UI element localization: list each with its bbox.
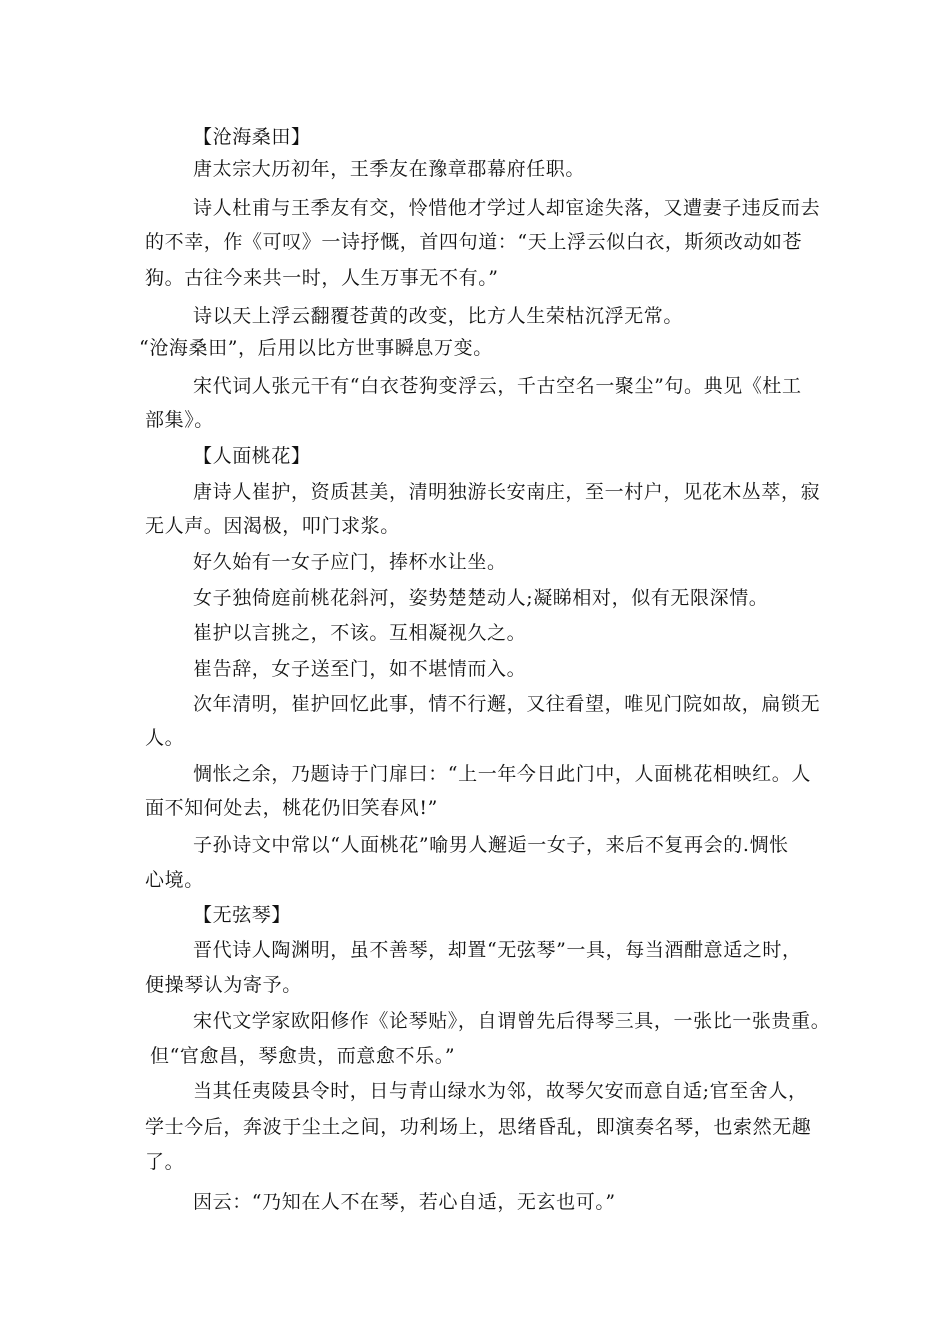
paragraph-line: 学士今后，奔波于尘土之间，功利场上，思绪昏乱，即演奏名琴，也索然无趣 (145, 1116, 812, 1138)
paragraph-line: 但“官愈昌，琴愈贵，而意愈不乐。” (150, 1045, 456, 1067)
paragraph-line: 诗人杜甫与王季友有交，怜惜他才学过人却宦途失落，又遭妻子违反而去 (193, 197, 821, 219)
paragraph-line: 的不幸，作《可叹》一诗抒慨，首四句道：“天上浮云似白衣，斯须改动如苍 (145, 231, 803, 253)
paragraph-line: 好久始有一女子应门，捧杯水让坐。 (193, 551, 507, 573)
paragraph-line: 无人声。因渴极，叩门求浆。 (145, 515, 400, 537)
paragraph-line: “沧海桑田”，后用以比方世事瞬息万变。 (139, 337, 493, 359)
paragraph-line: 诗以天上浮云翻覆苍黄的改变，比方人生荣枯沉浮无常。 (193, 305, 684, 327)
paragraph-line: 面不知何处去，桃花仍旧笑春风!” (145, 797, 438, 819)
paragraph-line: 唐太宗大历初年，王季友在豫章郡幕府任职。 (193, 158, 586, 180)
paragraph-line: 心境。 (145, 869, 204, 891)
paragraph-line: 女子独倚庭前桃花斜河，姿势楚楚动人;凝睇相对，似有无限深情。 (193, 587, 769, 609)
paragraph-line: 宋代文学家欧阳修作《论琴贴》，自谓曾先后得琴三具，一张比一张贵重。 (193, 1010, 831, 1032)
paragraph-line: 便操琴认为寄予。 (145, 974, 302, 996)
paragraph-line: 子孙诗文中常以“人面桃花”喻男人邂逅一女子，来后不复再会的.惆怅 (193, 834, 789, 856)
paragraph-line: 崔告辞，女子送至门，如不堪情而入。 (193, 658, 527, 680)
section-heading: 【人面桃花】 (193, 445, 311, 467)
paragraph-line: 部集》。 (145, 409, 214, 431)
paragraph-line: 了。 (145, 1151, 185, 1173)
paragraph-line: 次年清明，崔护回忆此事，情不行邂，又往看望，唯见门院如故，扁锁无 (193, 693, 821, 715)
paragraph-line: 晋代诗人陶渊明，虽不善琴，却置“无弦琴”一具，每当酒酣意适之时， (193, 939, 802, 961)
paragraph-line: 宋代词人张元干有“白衣苍狗变浮云，千古空名一聚尘”句。典见《杜工 (193, 375, 802, 397)
section-heading: 【沧海桑田】 (193, 126, 311, 148)
paragraph-line: 狗。古往今来共一时，人生万事无不有。” (145, 267, 499, 289)
paragraph-line: 崔护以言挑之，不该。互相凝视久之。 (193, 622, 527, 644)
paragraph-line: 惆怅之余，乃题诗于门扉曰：“上一年今日此门中，人面桃花相映红。人 (193, 763, 811, 785)
section-heading: 【无弦琴】 (193, 904, 292, 926)
paragraph-line: 唐诗人崔护，资质甚美，清明独游长安南庄，至一村户，见花木丛萃，寂 (193, 481, 821, 503)
paragraph-line: 人。 (145, 727, 185, 749)
paragraph-line: 当其任夷陵县令时，日与青山绿水为邻，故琴欠安而意自适;官至舍人， (193, 1080, 808, 1102)
paragraph-line: 因云：“乃知在人不在琴，若心自适，无玄也可。” (193, 1191, 616, 1213)
